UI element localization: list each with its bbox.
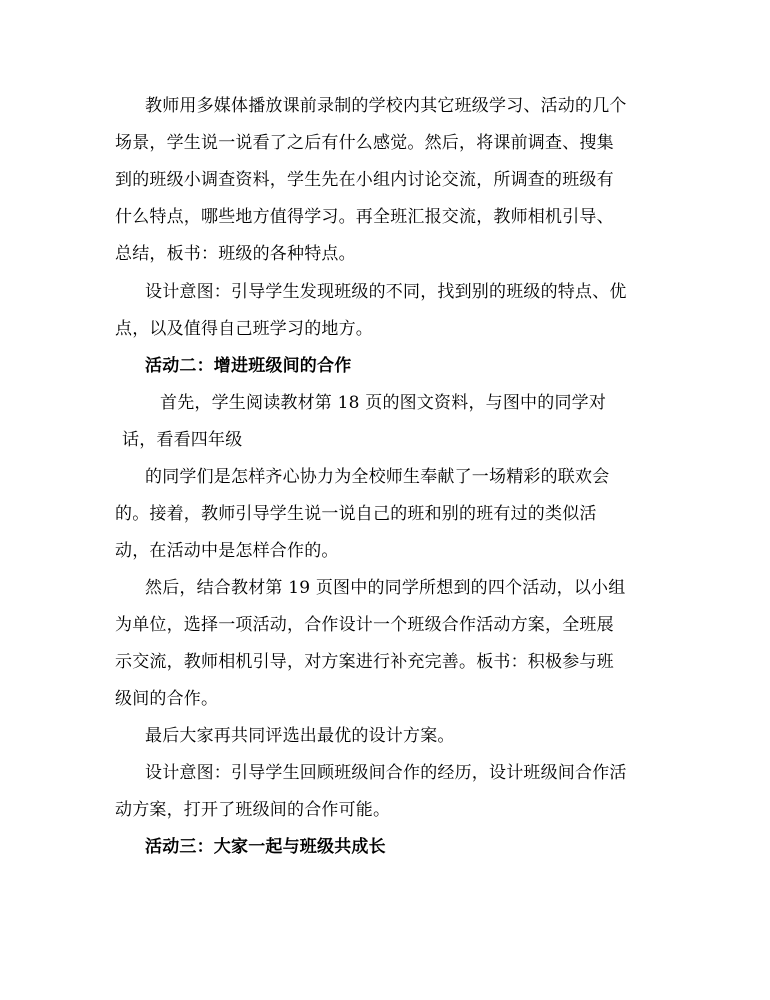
paragraph-1-line-2: 场景，学生说一说看了之后有什么感觉。然后，将课前调查、搜集 <box>115 133 614 153</box>
design-intent-1-line-1: 设计意图：引导学生发现班级的不同，找到别的班级的特点、优 <box>145 282 627 302</box>
paragraph-4-line-1: 然后，结合教材第 19 页图中的同学所想到的四个活动，以小组 <box>145 578 626 598</box>
design-intent-2-line-1: 设计意图：引导学生回顾班级间合作的经历，设计班级间合作活 <box>145 763 627 783</box>
paragraph-5-line-1: 最后大家再共同评选出最优的设计方案。 <box>145 726 455 746</box>
paragraph-3-line-1: 的同学们是怎样齐心协力为全校师生奉献了一场精彩的联欢会 <box>145 467 610 487</box>
paragraph-2-line-2: 话，看看四年级 <box>122 430 243 450</box>
paragraph-4-line-4: 级间的合作。 <box>115 689 219 709</box>
section-heading-activity-2: 活动二：增进班级间的合作 <box>145 356 352 376</box>
paragraph-1-line-1: 教师用多媒体播放课前录制的学校内其它班级学习、活动的几个 <box>145 96 627 116</box>
paragraph-4-line-3: 示交流，教师相机引导，对方案进行补充完善。板书：积极参与班 <box>115 652 614 672</box>
paragraph-3-line-2: 的。接着，教师引导学生说一说自己的班和别的班有过的类似活 <box>115 504 597 524</box>
design-intent-2-line-2: 动方案，打开了班级间的合作可能。 <box>115 800 391 820</box>
paragraph-1-line-3: 到的班级小调查资料，学生先在小组内讨论交流，所调查的班级有 <box>115 170 614 190</box>
design-intent-1-line-2: 点，以及值得自己班学习的地方。 <box>115 319 373 339</box>
paragraph-1-line-4: 什么特点，哪些地方值得学习。再全班汇报交流，教师相机引导、 <box>115 207 614 227</box>
paragraph-4-line-2: 为单位，选择一项活动，合作设计一个班级合作活动方案，全班展 <box>115 615 614 635</box>
paragraph-1-line-5: 总结，板书：班级的各种特点。 <box>115 244 356 264</box>
paragraph-2-line-1: 首先，学生阅读教材第 18 页的图文资料，与图中的同学对 <box>160 393 607 413</box>
paragraph-3-line-3: 动，在活动中是怎样合作的。 <box>115 541 339 561</box>
section-heading-activity-3: 活动三：大家一起与班级共成长 <box>145 837 386 857</box>
